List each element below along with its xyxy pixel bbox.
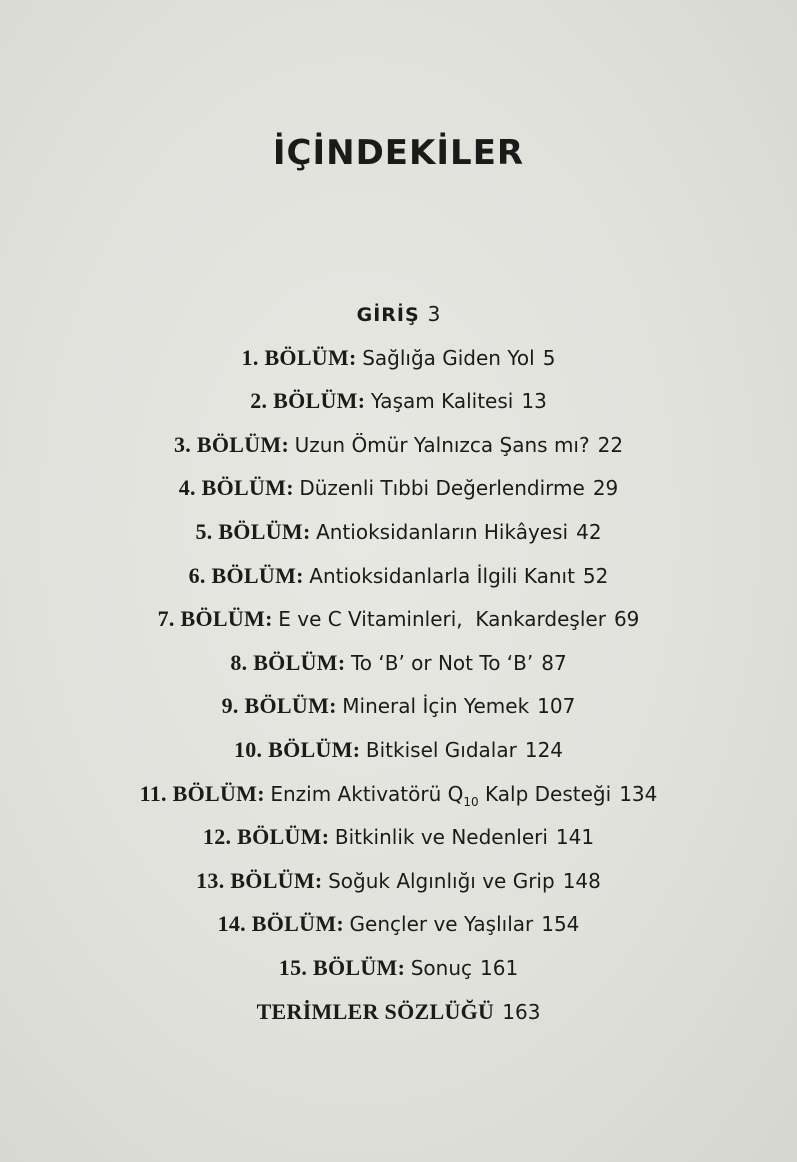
toc-entry-page: 5 — [542, 345, 556, 370]
toc-entry-title-part: Kalp Desteği — [478, 781, 612, 806]
toc-entry-title: Mineral İçin Yemek — [342, 694, 530, 719]
toc-entry-page: 22 — [597, 432, 624, 457]
toc-entry-label: 3. BÖLÜM: — [173, 431, 290, 457]
toc-entry-chapter-10 — [0, 728, 797, 772]
toc-entry-chapter-14 — [0, 902, 797, 946]
toc-entry-title: Düzenli Tıbbi Değerlendirme — [299, 476, 585, 501]
toc-entry-page: 107 — [537, 694, 576, 719]
toc-entry-label: 5. BÖLÜM: — [195, 518, 311, 544]
toc-entry-glossary — [0, 990, 797, 1034]
toc-entry-chapter-7 — [0, 597, 797, 641]
toc-entry-label: 6. BÖLÜM: — [188, 562, 304, 588]
toc-entry-page: 87 — [541, 650, 567, 675]
toc-entry-title: Bitkisel Gıdalar — [365, 737, 517, 762]
toc-entry-page: 29 — [592, 476, 619, 501]
toc-entry-page: 13 — [521, 389, 547, 414]
toc-entry-chapter-13 — [0, 859, 797, 903]
toc-entry-page: 124 — [524, 737, 564, 762]
toc-entry-title-subscript: 10 — [463, 794, 479, 809]
toc-entry-title: Bitkinlik ve Nedenleri — [334, 825, 548, 850]
toc-entry-page: 69 — [613, 607, 640, 632]
toc-entry-title: Soğuk Algınlığı ve Grip — [328, 868, 555, 893]
toc-entry-label: 2. BÖLÜM: — [250, 388, 366, 414]
toc-entry-label: TERİMLER SÖZLÜĞÜ — [256, 998, 495, 1024]
toc-entry-chapter-12 — [0, 815, 797, 859]
toc-entry-title-part: Enzim Aktivatörü Q — [270, 781, 464, 806]
toc-entry-label: 1. BÖLÜM: — [241, 344, 357, 370]
toc-entry-label: 13. BÖLÜM: — [196, 867, 323, 893]
toc-entry-chapter-3 — [0, 423, 797, 467]
toc-entry-page: 134 — [619, 781, 658, 806]
toc-entry-page: 42 — [576, 519, 602, 544]
toc-entry-intro — [0, 292, 797, 336]
toc-entry-label: 15. BÖLÜM: — [278, 954, 406, 980]
toc-entry-page: 161 — [480, 955, 519, 980]
table-of-contents — [0, 292, 797, 1033]
toc-entry-title: Sağlığa Giden Yol — [362, 345, 535, 370]
toc-entry-label: 4. BÖLÜM: — [178, 475, 294, 501]
toc-entry-chapter-15 — [0, 946, 797, 990]
toc-entry-chapter-5 — [0, 510, 797, 554]
toc-entry-chapter-1 — [0, 336, 797, 380]
toc-entry-page: 141 — [555, 825, 595, 850]
toc-entry-title: Yaşam Kalitesi — [370, 389, 514, 414]
toc-entry-label: 7. BÖLÜM: — [157, 606, 273, 632]
toc-entry-title: Antioksidanlarla İlgili Kanıt — [309, 563, 575, 588]
toc-entry-title: E ve C Vitaminleri, Kankardeşler — [278, 607, 606, 632]
toc-entry-label: 9. BÖLÜM: — [221, 693, 337, 719]
toc-entry-page: 52 — [582, 563, 609, 588]
toc-entry-label: 11. BÖLÜM: — [139, 780, 265, 806]
toc-entry-label: 12. BÖLÜM: — [202, 824, 330, 850]
toc-entry-chapter-4 — [0, 466, 797, 510]
toc-entry-page: 163 — [502, 999, 541, 1024]
toc-entry-label: 10. BÖLÜM: — [233, 736, 361, 762]
toc-entry-chapter-11 — [0, 772, 797, 816]
toc-entry-title — [270, 781, 612, 809]
toc-entry-chapter-2 — [0, 379, 797, 423]
toc-entry-page: 148 — [562, 868, 601, 893]
toc-entry-title: Sonuç — [410, 955, 473, 980]
toc-entry-chapter-6 — [0, 554, 797, 598]
toc-entry-page: 154 — [541, 912, 580, 937]
toc-entry-title: Gençler ve Yaşlılar — [349, 912, 534, 937]
toc-entry-page: 3 — [427, 302, 441, 326]
toc-entry-title: To ‘B’ or Not To ‘B’ — [350, 650, 534, 675]
toc-entry-label: GİRİŞ — [356, 304, 420, 326]
toc-entry-title: Uzun Ömür Yalnızca Şans mı? — [294, 432, 590, 457]
toc-entry-title: Antioksidanların Hikâyesi — [316, 519, 569, 544]
toc-entry-label: 14. BÖLÜM: — [217, 911, 345, 937]
toc-entry-chapter-8 — [0, 641, 797, 685]
page-title: İÇİNDEKİLER — [272, 133, 525, 173]
toc-entry-chapter-9 — [0, 684, 797, 728]
toc-entry-label: 8. BÖLÜM: — [230, 649, 346, 675]
